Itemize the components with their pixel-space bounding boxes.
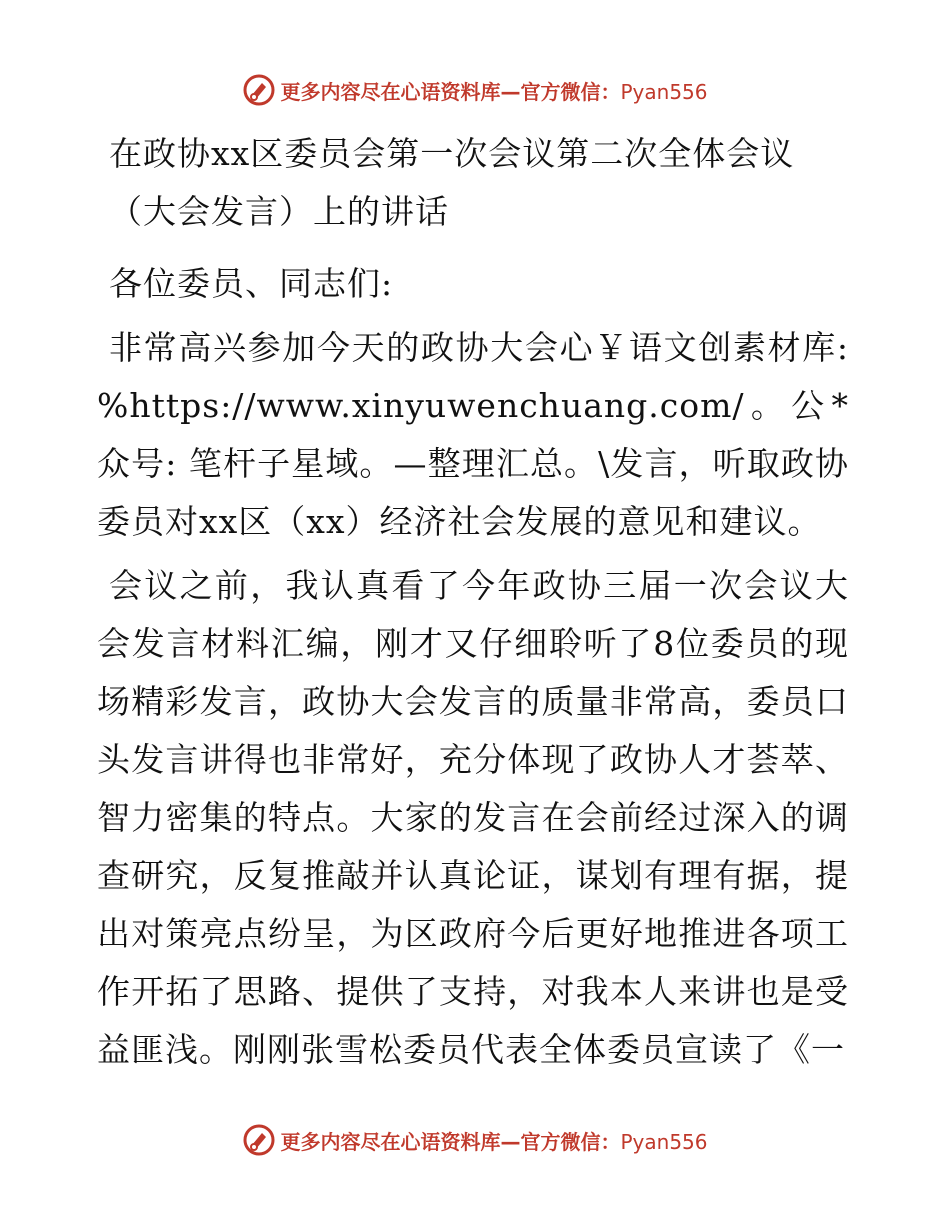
banner-text	[280, 1126, 707, 1155]
greeting: 各位委员、同志们:	[109, 264, 394, 303]
document-title	[97, 125, 849, 241]
banner-handle: Pyan556	[620, 79, 708, 104]
logo-icon	[242, 73, 276, 107]
logo-icon	[242, 1123, 276, 1157]
banner-label: 更多内容尽在心语资料库—官方微信：	[280, 1129, 621, 1154]
title-line-2: （大会发言）上的讲话	[109, 192, 449, 231]
header-banner	[0, 70, 950, 110]
footer-banner	[0, 1120, 950, 1160]
paragraph-2: 会议之前，我认真看了今年政协三届一次会议大会发言材料汇编，刚才又仔细聆听了8位委员的现场精彩发言，政协大会发言的质量非常高，委员口头发言讲得也非常好，充分体现了政协人才荟萃、智力密集的特点。大家的发言在会前经过深入的调查研究，反复推敲并认真论证，谋划有理有据，提出对策亮点纷呈，为区政府今后更好地推进各项工作开拓了思路、提供了支持，对我本人来讲也是受益匪浅。刚刚张雪松委员代表全体委员宣读了《一	[97, 566, 849, 1069]
paragraph-1: 非常高兴参加今天的政协大会心￥语文创素材库: %https://www.xinyuwenchuang.com/。公*众号: 笔杆子星域。—整理汇总。\发言，听取政协委员对xx区（xx）经济社会发展的意见和建议。	[97, 328, 849, 541]
document-body	[97, 125, 849, 1085]
banner-label: 更多内容尽在心语资料库—官方微信：	[280, 79, 621, 104]
title-line-1: 在政协xx区委员会第一次会议第二次全体会议	[109, 134, 795, 173]
banner-handle: Pyan556	[620, 1129, 708, 1154]
banner-text	[280, 76, 707, 105]
